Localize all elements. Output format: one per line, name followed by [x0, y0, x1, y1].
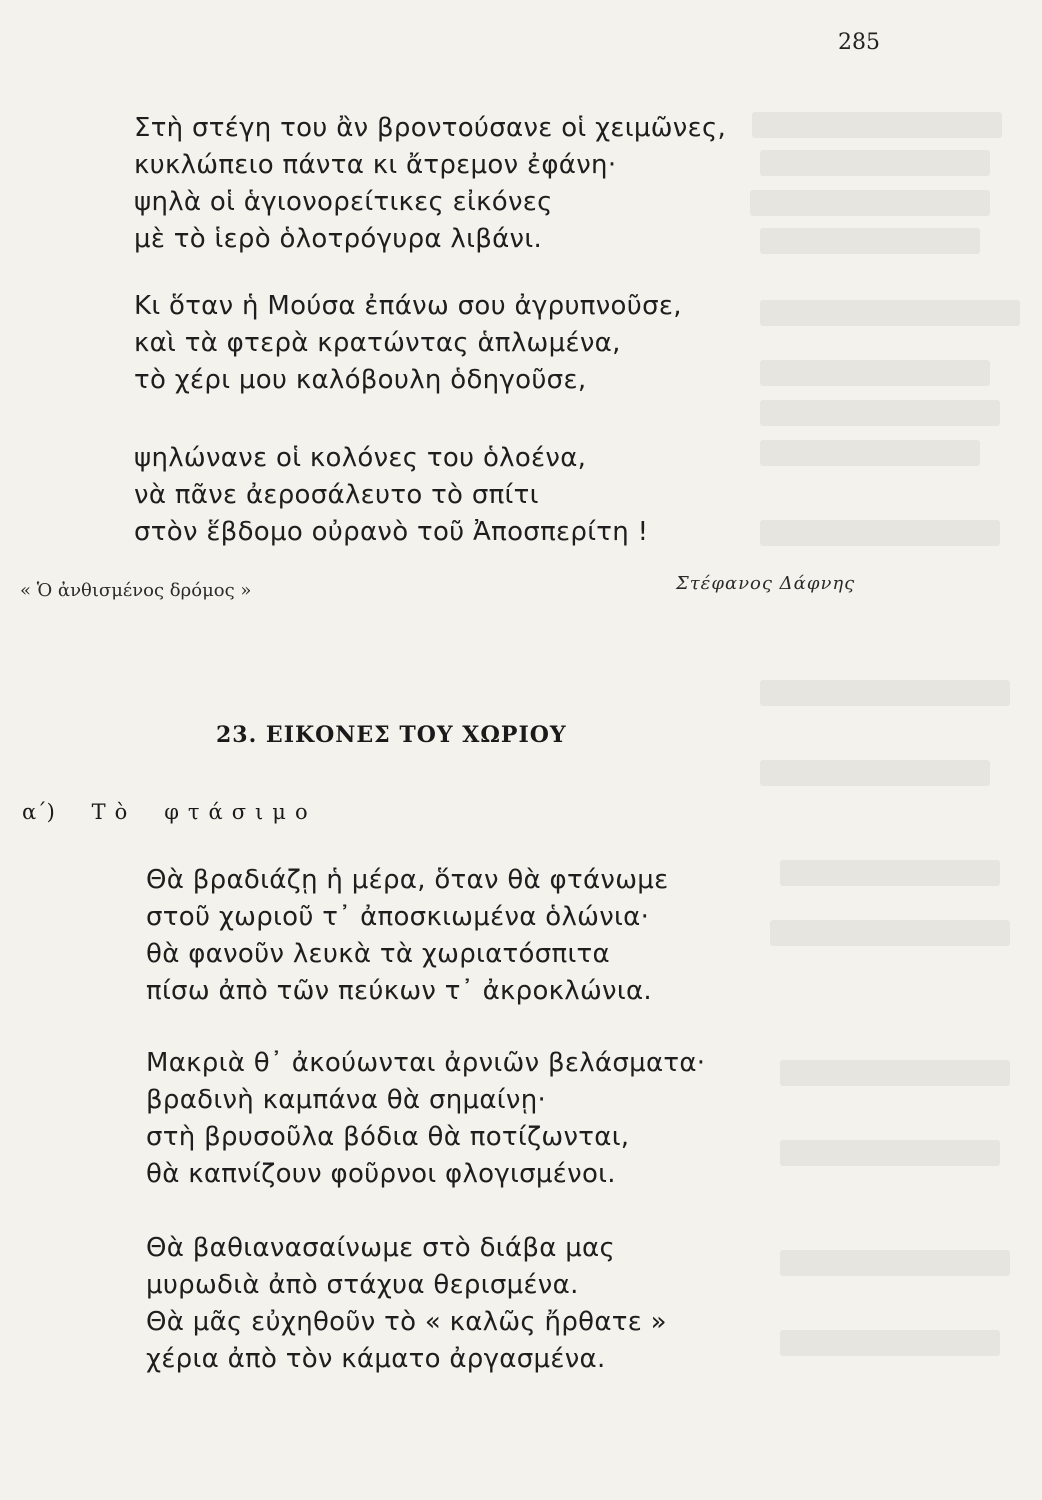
- poem-line: στὴ βρυσοῦλα βόδια θὰ ποτίζωνται,: [146, 1122, 630, 1152]
- section-title: 23. ΕΙΚΟΝΕΣ ΤΟΥ ΧΩΡΙΟΥ: [216, 722, 567, 748]
- subsection-number: α΄): [22, 800, 55, 824]
- poem1-stanza-2: [134, 288, 682, 399]
- poem-line: Θὰ βαθιανασαίνωμε στὸ διάβα μας: [146, 1233, 616, 1263]
- poem-author: Στέφανος Δάφνης: [676, 573, 856, 594]
- poem-line: ψηλώνανε οἱ κολόνες του ὁλοένα,: [134, 443, 587, 473]
- poem-line: κυκλώπειο πάντα κι ἄτρεμον ἐφάνη·: [134, 150, 617, 180]
- poem-line: Θὰ βραδιάζῃ ἡ μέρα, ὅταν θὰ φτάνωμε: [146, 865, 669, 895]
- poem-source: « Ὁ ἀνθισμένος δρόμος »: [20, 580, 252, 601]
- poem-line: καὶ τὰ φτερὰ κρατώντας ἁπλωμένα,: [134, 328, 621, 358]
- poem-line: Κι ὅταν ἡ Μούσα ἐπάνω σου ἀγρυπνοῦσε,: [134, 291, 682, 321]
- subsection-word: φτάσιμο: [164, 800, 317, 824]
- poem-line: Στὴ στέγη του ἂν βροντούσανε οἱ χειμῶνες,: [134, 113, 727, 143]
- poem-line: θὰ φανοῦν λευκὰ τὰ χωριατόσπιτα: [146, 939, 610, 969]
- poem-line: πίσω ἀπὸ τῶν πεύκων τ᾽ ἀκροκλώνια.: [146, 976, 652, 1006]
- poem-line: θὰ καπνίζουν φοῦρνοι φλογισμένοι.: [146, 1159, 616, 1189]
- poem-line: Μακριὰ θ᾽ ἀκούωνται ἀρνιῶν βελάσματα·: [146, 1048, 706, 1078]
- poem-line: στοῦ χωριοῦ τ᾽ ἀποσκιωμένα ὁλώνια·: [146, 902, 650, 932]
- poem-line: μυρωδιὰ ἀπὸ στάχυα θερισμένα.: [146, 1270, 579, 1300]
- poem1-stanza-1: [134, 110, 726, 258]
- poem-line: νὰ πᾶνε ἀεροσάλευτο τὸ σπίτι: [134, 480, 539, 510]
- poem2-stanza-2: [146, 1045, 705, 1193]
- poem-line: βραδινὴ καμπάνα θὰ σημαίνῃ·: [146, 1085, 547, 1115]
- poem-line: ψηλὰ οἱ ἁγιονορείτικες εἰκόνες: [134, 187, 553, 217]
- poem1-stanza-3: [134, 440, 648, 551]
- poem-line: στὸν ἕβδομο οὐρανὸ τοῦ Ἀποσπερίτη !: [134, 517, 649, 547]
- poem-line: Θὰ μᾶς εὐχηθοῦν τὸ « καλῶς ἤρθατε »: [146, 1307, 667, 1337]
- subsection-article: Τὸ: [91, 800, 137, 824]
- poem-line: τὸ χέρι μου καλόβουλη ὁδηγοῦσε,: [134, 365, 587, 395]
- poem-line: μὲ τὸ ἱερὸ ὁλοτρόγυρα λιβάνι.: [134, 224, 543, 254]
- poem2-stanza-1: [146, 862, 668, 1010]
- page-number: 285: [838, 30, 880, 55]
- poem2-stanza-3: [146, 1230, 667, 1378]
- subsection-title: [22, 800, 317, 824]
- poem-line: χέρια ἀπὸ τὸν κάματο ἀργασμένα.: [146, 1344, 606, 1374]
